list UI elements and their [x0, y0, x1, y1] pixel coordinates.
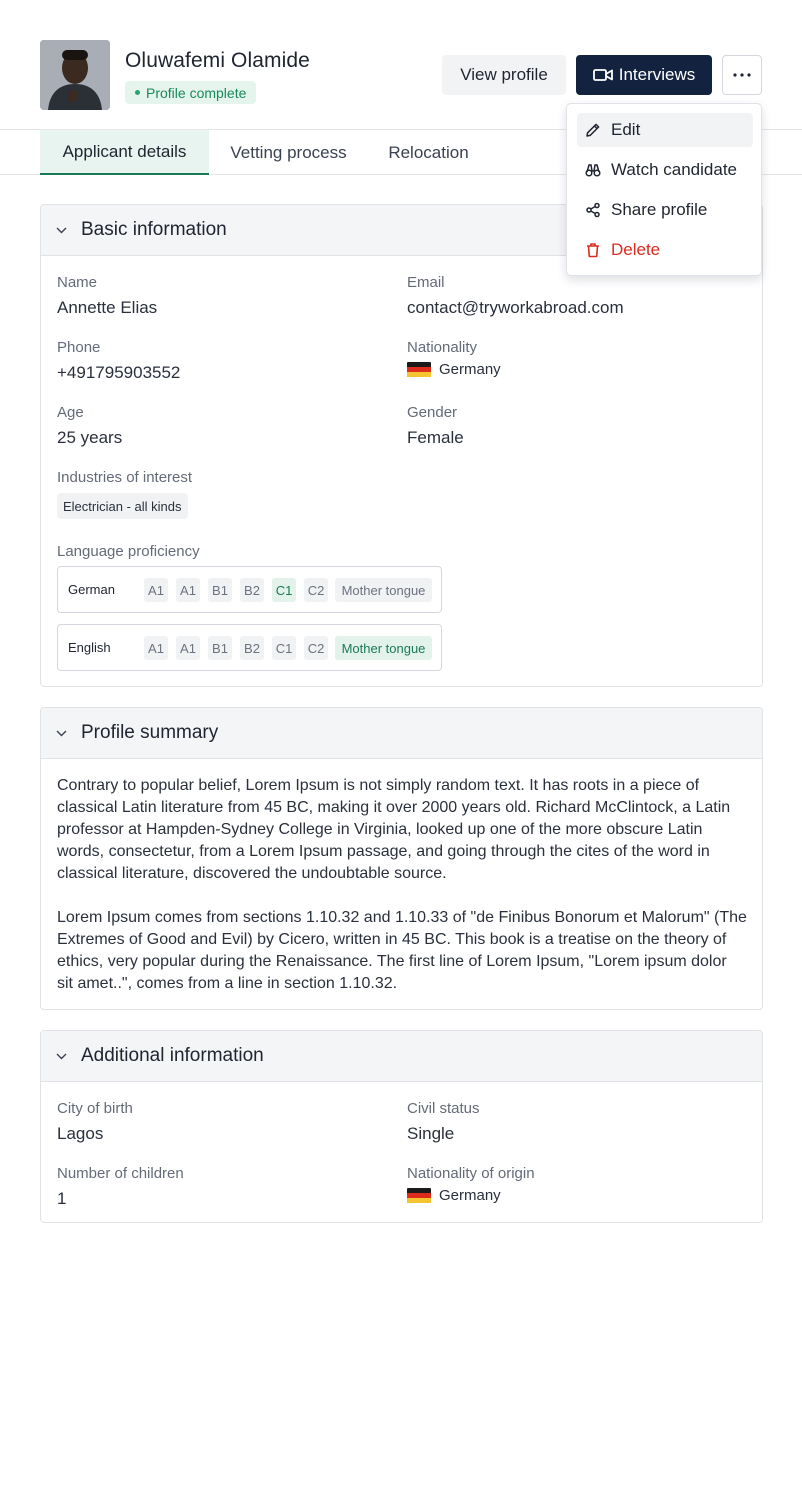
tab-vetting-process[interactable]: Vetting process [230, 142, 347, 162]
profile-summary-card [40, 707, 763, 1010]
nationality-field [407, 339, 501, 378]
binoculars-icon [585, 162, 601, 178]
field-value: Germany [439, 361, 501, 378]
basic-information-card [40, 204, 763, 687]
share-icon [585, 202, 601, 218]
field-value: +491795903552 [57, 363, 181, 382]
language-row-english [57, 624, 442, 671]
industry-chip: Electrician - all kinds [57, 493, 188, 519]
summary-paragraph: Lorem Ipsum comes from sections 1.10.32 and 1.10.33 of "de Finibus Bonorum et Malorum" (The Extremes of Good and Evil) by Cicero, written in 45 BC. This book is a treatise on the theory of ethics, very popular during the Renaissance. The first line of Lorem Ipsum, "Lorem ipsum dolor sit amet..", comes from a line in section 1.10.32. [57, 909, 747, 992]
nationality-of-origin-field [407, 1165, 535, 1204]
field-value: Single [407, 1124, 455, 1143]
level-mother-tongue[interactable]: Mother tongue [335, 578, 432, 602]
video-camera-icon [593, 67, 613, 83]
children-field [57, 1165, 184, 1210]
level-b2[interactable]: B2 [240, 578, 264, 602]
menu-item-delete[interactable] [577, 233, 753, 267]
field-label: Number of children [57, 1165, 184, 1182]
interviews-button-label: Interviews [618, 65, 696, 84]
field-value: Annette Elias [57, 298, 158, 317]
level-b2[interactable]: B2 [240, 636, 264, 660]
trash-icon [585, 242, 601, 258]
field-label: Industries of interest [57, 469, 193, 486]
chevron-down-icon [56, 1053, 67, 1060]
civil-status-field [407, 1100, 480, 1145]
field-label: Nationality [407, 339, 478, 356]
view-profile-button[interactable]: View profile [442, 55, 566, 95]
email-field [407, 274, 624, 319]
tab-relocation[interactable]: Relocation [388, 142, 469, 162]
germany-flag-icon [407, 1188, 431, 1204]
status-badge [125, 81, 256, 104]
language-name: English [68, 640, 111, 655]
field-label: Gender [407, 404, 458, 421]
more-options-menu [566, 103, 762, 276]
status-dot-icon [135, 90, 140, 95]
summary-paragraph: Contrary to popular belief, Lorem Ipsum is not simply random text. It has roots in a piece of classical Latin literature from 45 BC, making it over 2000 years old. Richard McClintock, a Latin professor at Hampden-Sydney College in Virginia, looked up one of the more obscure Latin words, consectetur, from a Lorem Ipsum passage, and going through the cites of the word in classical literature, discovered the undoubtable source. [57, 777, 731, 882]
field-value: 1 [57, 1189, 67, 1208]
field-label: Age [57, 404, 84, 421]
menu-item-share-profile[interactable] [577, 193, 753, 227]
level-c2[interactable]: C2 [304, 636, 328, 660]
level-a1[interactable]: A1 [176, 578, 200, 602]
field-label: Name [57, 274, 98, 291]
field-label: City of birth [57, 1100, 133, 1117]
level-b1[interactable]: B1 [208, 636, 232, 660]
profile-summary-header[interactable] [41, 708, 762, 759]
menu-item-label: Watch candidate [611, 160, 737, 179]
field-label: Email [407, 274, 445, 291]
section-title: Additional information [81, 1045, 264, 1066]
germany-flag-icon [407, 362, 431, 378]
field-label: Phone [57, 339, 101, 356]
more-options-button[interactable] [722, 55, 762, 95]
age-field [57, 404, 122, 449]
menu-item-edit[interactable] [577, 113, 753, 147]
language-name: German [68, 582, 115, 597]
status-badge-label: Profile complete [146, 84, 247, 101]
chevron-down-icon [56, 227, 67, 234]
menu-item-label: Share profile [611, 200, 708, 219]
field-label: Civil status [407, 1100, 480, 1117]
language-row-german [57, 566, 442, 613]
level-c2[interactable]: C2 [304, 578, 328, 602]
level-b1[interactable]: B1 [208, 578, 232, 602]
avatar [40, 40, 110, 110]
menu-item-watch-candidate[interactable] [577, 153, 753, 187]
level-c1[interactable]: C1 [272, 636, 296, 660]
city-of-birth-field [57, 1100, 133, 1145]
additional-information-card [40, 1030, 763, 1223]
level-mother-tongue-selected[interactable]: Mother tongue [335, 636, 432, 660]
menu-item-label: Edit [611, 120, 641, 139]
tab-applicant-details[interactable]: Applicant details [40, 130, 209, 175]
phone-field [57, 339, 180, 384]
applicant-name: Oluwafemi Olamide [125, 49, 310, 72]
chevron-down-icon [56, 730, 67, 737]
field-value: Lagos [57, 1124, 104, 1143]
summary-text [57, 775, 747, 995]
name-field [57, 274, 157, 319]
interviews-button[interactable] [576, 55, 712, 95]
level-c1-selected[interactable]: C1 [272, 578, 296, 602]
section-title: Basic information [81, 219, 227, 240]
more-horizontal-icon [733, 73, 751, 77]
pencil-icon [585, 122, 601, 138]
gender-field [407, 404, 464, 449]
field-value: 25 years [57, 428, 123, 447]
level-a1[interactable]: A1 [144, 578, 168, 602]
field-label: Nationality of origin [407, 1165, 535, 1182]
field-value: Female [407, 428, 464, 447]
additional-information-header[interactable] [41, 1031, 762, 1082]
level-a1[interactable]: A1 [176, 636, 200, 660]
level-a1[interactable]: A1 [144, 636, 168, 660]
menu-item-label: Delete [611, 240, 661, 259]
language-proficiency-label: Language proficiency [57, 543, 200, 560]
field-value: contact@tryworkabroad.com [407, 298, 624, 317]
field-value: Germany [439, 1187, 501, 1204]
industries-field [57, 469, 192, 519]
section-title: Profile summary [81, 722, 219, 743]
